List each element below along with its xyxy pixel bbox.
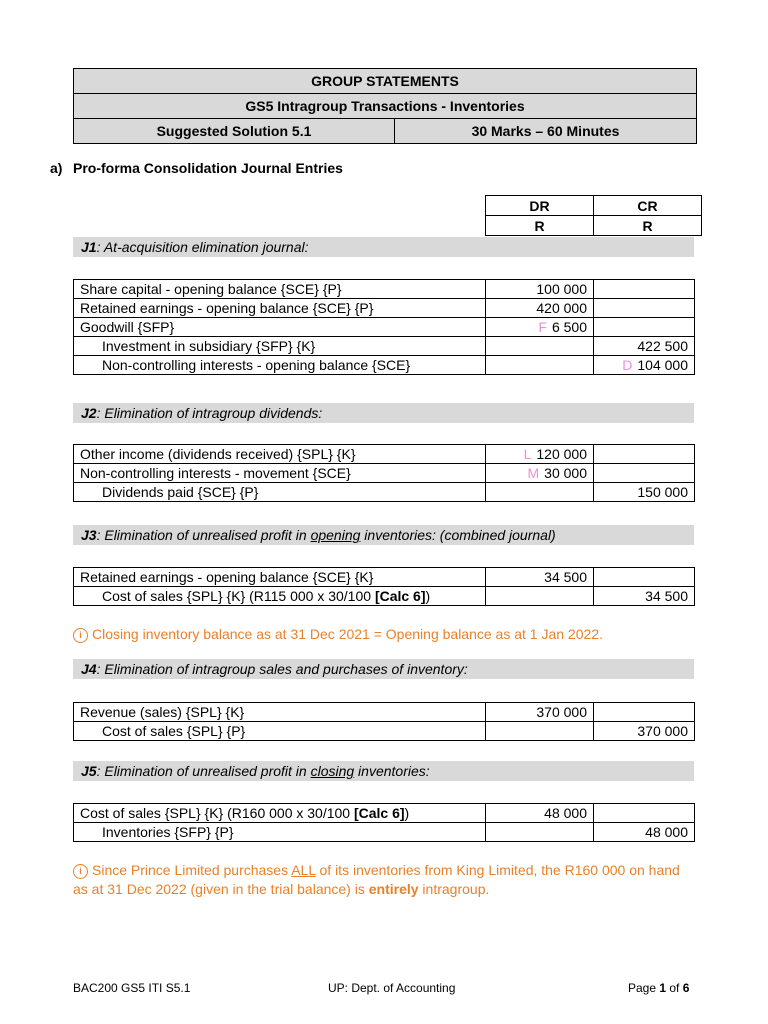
row-desc: Investment in subsidiary {SFP} {K} bbox=[74, 337, 486, 356]
row-desc: Cost of sales {SPL} {P} bbox=[74, 722, 486, 741]
row-desc: Share capital - opening balance {SCE} {P} bbox=[74, 280, 486, 299]
table-row bbox=[74, 299, 695, 318]
table-row bbox=[74, 318, 695, 337]
footer-course: BAC200 GS5 ITI S5.1 bbox=[73, 981, 191, 995]
row-cr: 150 000 bbox=[594, 483, 695, 502]
solution-label: Suggested Solution 5.1 bbox=[74, 119, 395, 143]
footer-page bbox=[628, 981, 689, 995]
j3-table bbox=[73, 567, 695, 606]
row-desc: Other income (dividends received) {SPL} {K} bbox=[74, 445, 486, 464]
ref-mark: F bbox=[538, 319, 547, 335]
j4-title: : Elimination of intragroup sales and purchases of inventory: bbox=[96, 661, 468, 677]
dr-cr-header bbox=[485, 195, 702, 236]
header-box bbox=[73, 68, 697, 144]
j5-note-p1: Since Prince Limited purchases bbox=[92, 862, 292, 878]
j5-title-post: inventories: bbox=[354, 763, 430, 779]
j1-code: J1 bbox=[81, 239, 97, 255]
j5-heading bbox=[73, 761, 694, 781]
row-desc-pre: Cost of sales {SPL} {K} (R115 000 x 30/100 bbox=[102, 588, 375, 604]
row-desc: Goodwill {SFP} bbox=[74, 318, 486, 337]
calc-ref: [Calc 6] bbox=[353, 805, 405, 821]
footer-page-number: 1 bbox=[659, 981, 667, 995]
j5-table bbox=[73, 803, 695, 842]
ref-mark: M bbox=[527, 465, 540, 481]
row-desc: Retained earnings - opening balance {SCE} {K} bbox=[74, 568, 486, 587]
section-heading bbox=[50, 160, 343, 176]
table-row bbox=[74, 823, 695, 842]
j4-code: J4 bbox=[81, 661, 97, 677]
row-cr: 34 500 bbox=[594, 587, 695, 606]
row-desc: Inventories {SFP} {P} bbox=[74, 823, 486, 842]
ref-mark: L bbox=[523, 446, 532, 462]
footer-page-total: 6 bbox=[682, 981, 690, 995]
table-row bbox=[74, 356, 695, 375]
j3-title-post: inventories: (combined journal) bbox=[360, 527, 556, 543]
j1-heading bbox=[73, 237, 694, 257]
row-dr bbox=[486, 464, 594, 483]
j3-title-pre: : Elimination of unrealised profit in bbox=[96, 527, 311, 543]
row-dr bbox=[486, 356, 594, 375]
table-row bbox=[74, 280, 695, 299]
row-cr bbox=[594, 299, 695, 318]
j2-title: : Elimination of intragroup dividends: bbox=[96, 405, 323, 421]
info-icon: i bbox=[73, 628, 88, 643]
table-row bbox=[74, 568, 695, 587]
row-cr bbox=[594, 356, 695, 375]
row-cr-value: 104 000 bbox=[637, 357, 688, 373]
row-dr-value: 120 000 bbox=[536, 446, 587, 462]
footer-page-mid: of bbox=[666, 981, 683, 995]
marks-label: 30 Marks – 60 Minutes bbox=[471, 123, 620, 139]
row-cr bbox=[594, 568, 695, 587]
row-desc-pre: Cost of sales {SPL} {K} (R160 000 x 30/100 bbox=[80, 805, 354, 821]
row-cr: 422 500 bbox=[594, 337, 695, 356]
row-desc: Retained earnings - opening balance {SCE} {P} bbox=[74, 299, 486, 318]
j3-title-underlined: opening bbox=[310, 527, 361, 543]
row-desc bbox=[74, 587, 486, 606]
footer-dept: UP: Dept. of Accounting bbox=[328, 981, 456, 995]
row-dr: 420 000 bbox=[486, 299, 594, 318]
table-row bbox=[74, 445, 695, 464]
calc-ref: [Calc 6] bbox=[374, 588, 426, 604]
j4-heading bbox=[73, 659, 694, 679]
row-cr bbox=[594, 804, 695, 823]
row-cr: 370 000 bbox=[594, 722, 695, 741]
row-dr: 48 000 bbox=[486, 804, 594, 823]
row-desc: Revenue (sales) {SPL} {K} bbox=[74, 703, 486, 722]
row-dr: 370 000 bbox=[486, 703, 594, 722]
row-cr bbox=[594, 464, 695, 483]
row-cr bbox=[594, 318, 695, 337]
j5-note-underlined: ALL bbox=[291, 862, 316, 878]
table-row bbox=[74, 464, 695, 483]
doc-title: GROUP STATEMENTS bbox=[74, 69, 696, 93]
row-dr bbox=[486, 445, 594, 464]
row-dr: 100 000 bbox=[486, 280, 594, 299]
row-cr bbox=[594, 703, 695, 722]
row-dr-value: 30 000 bbox=[544, 465, 587, 481]
j2-heading bbox=[73, 403, 694, 423]
row-dr bbox=[486, 318, 594, 337]
table-row bbox=[74, 337, 695, 356]
j5-note bbox=[73, 861, 698, 899]
j5-note-p3: intragroup. bbox=[418, 881, 490, 897]
row-dr bbox=[486, 337, 594, 356]
j5-title-pre: : Elimination of unrealised profit in bbox=[96, 763, 311, 779]
row-cr: 48 000 bbox=[594, 823, 695, 842]
row-dr bbox=[486, 587, 594, 606]
row-cr bbox=[594, 445, 695, 464]
row-dr: 34 500 bbox=[486, 568, 594, 587]
row-desc: Non-controlling interests - opening balance {SCE} bbox=[74, 356, 486, 375]
j1-table bbox=[73, 279, 695, 375]
dr-header: DR bbox=[486, 196, 594, 216]
row-dr bbox=[486, 823, 594, 842]
row-dr-value: 6 500 bbox=[551, 319, 587, 335]
row-desc-post: ) bbox=[404, 805, 410, 821]
dr-unit: R bbox=[486, 216, 594, 236]
section-title: Pro-forma Consolidation Journal Entries bbox=[73, 160, 343, 176]
j5-code: J5 bbox=[81, 763, 97, 779]
table-row bbox=[74, 703, 695, 722]
row-desc-post: ) bbox=[425, 588, 431, 604]
row-desc: Non-controlling interests - movement {SCE} bbox=[74, 464, 486, 483]
j3-note bbox=[73, 625, 698, 644]
cr-unit: R bbox=[594, 216, 702, 236]
j1-title: : At-acquisition elimination journal: bbox=[96, 239, 309, 255]
j5-note-bold: entirely bbox=[368, 881, 419, 897]
j3-note-text: Closing inventory balance as at 31 Dec 2021 = Opening balance as at 1 Jan 2022. bbox=[92, 626, 603, 642]
table-row bbox=[74, 483, 695, 502]
j2-table bbox=[73, 444, 695, 502]
j5-title-underlined: closing bbox=[310, 763, 355, 779]
j3-heading bbox=[73, 525, 694, 545]
section-label: a) bbox=[50, 160, 63, 176]
doc-subtitle: GS5 Intragroup Transactions - Inventories bbox=[74, 93, 696, 118]
table-row bbox=[74, 804, 695, 823]
info-icon: i bbox=[73, 864, 88, 879]
row-cr bbox=[594, 280, 695, 299]
j5-note-p2: of its inventories from King Limited, the R160 000 on hand as at 31 Dec 2022 (given in the trial balance) is bbox=[73, 862, 680, 897]
footer-page-pre: Page bbox=[628, 981, 660, 995]
row-dr bbox=[486, 722, 594, 741]
header-split-row bbox=[74, 118, 696, 143]
ref-mark: D bbox=[622, 357, 633, 373]
row-dr bbox=[486, 483, 594, 502]
table-row bbox=[74, 722, 695, 741]
j4-table bbox=[73, 702, 695, 741]
row-desc bbox=[74, 804, 486, 823]
cr-header: CR bbox=[594, 196, 702, 216]
j2-code: J2 bbox=[81, 405, 97, 421]
row-desc: Dividends paid {SCE} {P} bbox=[74, 483, 486, 502]
table-row bbox=[74, 587, 695, 606]
j3-code: J3 bbox=[81, 527, 97, 543]
